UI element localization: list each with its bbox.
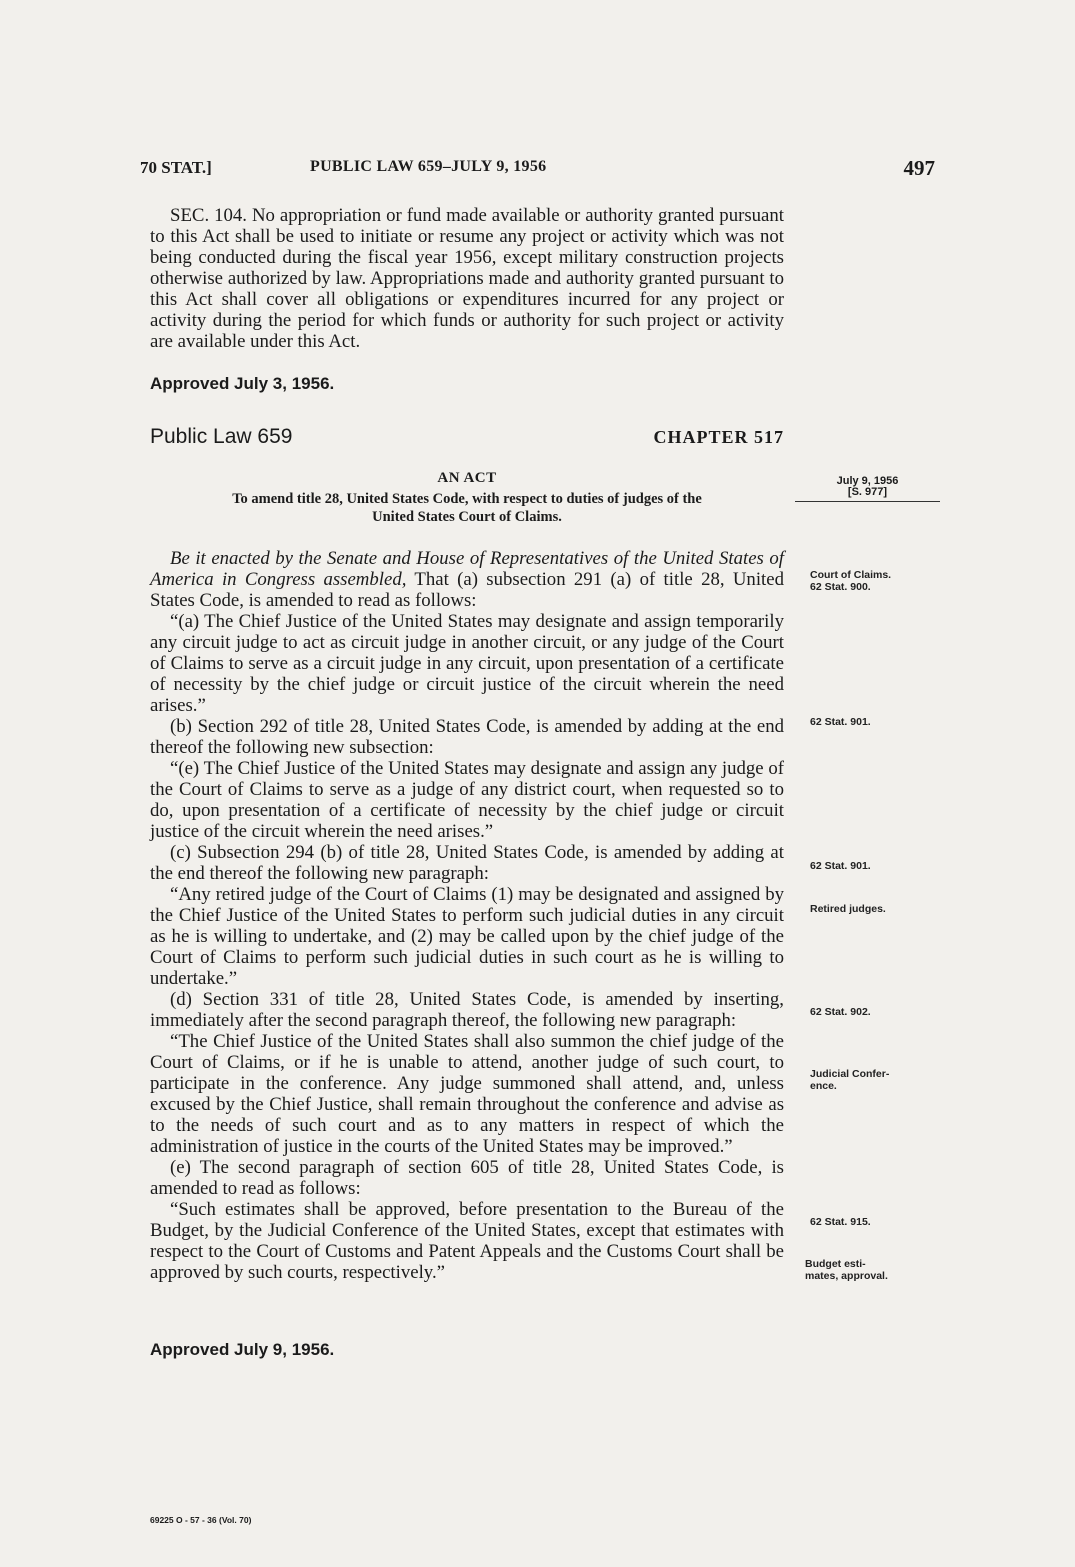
margin-stat-901b: 62 Stat. 901.: [810, 860, 871, 872]
paragraph-a: “(a) The Chief Justice of the United States may designate and assign temporarily any circuit judge to act as circuit judge in another circuit, or any judge of the Court of Claims to serve as a circuit judge in any circuit, upon presentation of a certificate of necessity by the chief judge or circuit justice of the circuit wherein the need arises.”: [150, 611, 784, 716]
enacting-clause-italic: Be it enacted by the Senate and House of Representatives of the United States of America in Congress assembled,: [150, 548, 784, 590]
page-header: [140, 158, 935, 188]
header-title: PUBLIC LAW 659–JULY 9, 1956: [310, 158, 547, 175]
paragraph-c: (c) Subsection 294 (b) of title 28, United States Code, is amended by adding at the end thereof the following new paragraph:: [150, 842, 784, 884]
margin-date: July 9, 1956: [836, 475, 899, 487]
margin-stat-902: 62 Stat. 902.: [810, 1006, 871, 1018]
paragraph-b: (b) Section 292 of title 28, United States Code, is amended by adding at the end thereof the following new subsection:: [150, 716, 784, 758]
estimates-text: “Such estimates shall be approved, before presentation to the Bureau of the Budget, by the Judicial Conference of the United States, except that estimates with respect to the Court of Customs and Patent Appeals and the Customs Court shall be approved by such courts, respectively.”: [150, 1199, 784, 1283]
margin-bill-number: [S. 977]: [847, 486, 888, 498]
act-title: [150, 490, 784, 526]
law-heading: [150, 425, 784, 453]
chapter-number: CHAPTER 517: [653, 427, 784, 447]
paragraph-e: (e) The second paragraph of section 605 of title 28, United States Code, is amended to read as follows:: [150, 1157, 784, 1199]
approved-date-1: Approved July 3, 1956.: [150, 374, 335, 393]
margin-court-stat: 62 Stat. 900.: [810, 581, 871, 593]
paragraph-d: (d) Section 331 of title 28, United States Code, is amended by inserting, immediately after the second paragraph thereof, the following new paragraph:: [150, 989, 784, 1031]
margin-budget-estimates: [805, 1258, 888, 1282]
act-body: [150, 548, 784, 1283]
retired-judges-text: “Any retired judge of the Court of Claims (1) may be designated and assigned by the Chief Justice of the United States to perform such judicial duties in any circuit as he is willing to undertake, and (2) may be called upon by the chief judge of the Court of Claims to perform such judicial duties in such court as he is willing to undertake.”: [150, 884, 784, 989]
subsection-e-text: “(e) The Chief Justice of the United States may designate and assign any judge of the Court of Claims to serve as a judge of any district court, when requested so to do, upon presentation of a certificate of necessity by the chief judge or circuit justice of the circuit wherein the need arises.”: [150, 758, 784, 842]
margin-stat-901a: 62 Stat. 901.: [810, 716, 871, 728]
margin-stat-915: 62 Stat. 915.: [810, 1216, 871, 1228]
margin-budget-line-1: Budget esti-: [805, 1258, 866, 1270]
margin-court-label: Court of Claims.: [810, 569, 892, 581]
margin-date-note: [795, 476, 940, 502]
conference-text: “The Chief Justice of the United States shall also summon the chief judge of the Court of Claims, or if he is unable to attend, another judge of such court, to participate in the conference. Any judge summoned shall attend, and, unless excused by the Chief Justice, shall remain throughout the conference and advise as to the needs of such court and as to any matters in respect of which the administration of justice in the courts of the United States may be improved.”: [150, 1031, 784, 1157]
enacting-clause-rest: That (a) subsection 291 (a) of title 28, United States Code, is amended to read as follows:: [150, 569, 784, 611]
act-title-line-1: To amend title 28, United States Code, with respect to duties of judges of the: [232, 491, 702, 507]
act-title-line-2: United States Court of Claims.: [372, 509, 562, 525]
margin-retired-judges: Retired judges.: [810, 903, 886, 915]
margin-budget-line-2: mates, approval.: [805, 1270, 888, 1282]
approved-date-2: Approved July 9, 1956.: [150, 1340, 335, 1359]
margin-judicial-line-1: Judicial Confer-: [810, 1068, 890, 1080]
margin-judicial-line-2: ence.: [810, 1080, 837, 1092]
public-law-number: Public Law 659: [150, 425, 293, 448]
section-104-text: SEC. 104. No appropriation or fund made available or authority granted pursuant to this Act shall be used to initiate or resume any project or activity which was not being conducted during the fiscal year 1956, except military construction projects otherwise authorized by law. Appropriations made and authority granted pursuant to this Act shall cover all obligations or expenditures incurred for any project or activity during the period for which funds or authority for such project or activity are available under this Act.: [150, 205, 784, 352]
print-footer: 69225 O - 57 - 36 (Vol. 70): [150, 1515, 252, 1525]
header-stat-volume: 70 STAT.]: [140, 158, 212, 177]
margin-court-of-claims: [810, 569, 891, 593]
an-act-heading: AN ACT: [437, 470, 497, 486]
section-104: [150, 205, 784, 352]
page-number: 497: [903, 156, 935, 180]
margin-judicial-conference: [810, 1068, 889, 1092]
enacting-clause: [150, 548, 784, 611]
